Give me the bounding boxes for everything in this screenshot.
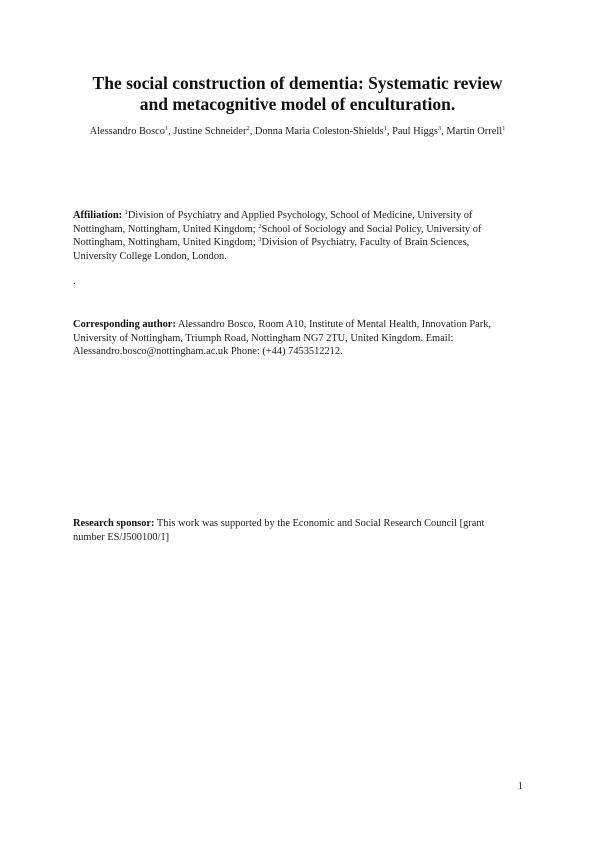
sponsor-text: This work was supported by the Economic and Social Research Council [grant — [156, 518, 485, 529]
affiliation-line-2 — [73, 223, 528, 237]
sponsor-line-2: number ES/J500100/1] — [73, 531, 170, 543]
affiliation-text: Division of Psychiatry and Applied Psychology, School of Medicine, University of — [127, 210, 473, 221]
affiliation-marker: 1 — [124, 209, 128, 216]
affiliation-line-1 — [73, 209, 528, 223]
author-name: Justine Schneider — [173, 126, 247, 137]
author-separator: , — [386, 126, 393, 137]
affiliation-line-3 — [73, 236, 528, 250]
author-name: Paul Higgs — [392, 126, 438, 137]
author-separator: , — [249, 126, 255, 137]
author-name: Alessandro Bosco — [89, 126, 165, 137]
author-separator: , — [441, 126, 447, 137]
author-affiliation-marker: 2 — [246, 125, 250, 132]
research-sponsor-label: Research sponsor: — [73, 518, 155, 529]
affiliation-label: Affiliation: — [73, 210, 123, 221]
sponsor-line-1 — [73, 517, 528, 531]
paper-title-line-1: The social construction of dementia: Systematic review — [92, 73, 503, 93]
affiliation-line-4: University College London, London. — [73, 250, 227, 262]
paper-title — [60, 73, 535, 115]
affiliation-section — [73, 209, 528, 263]
affiliation-text: Nottingham, Nottingham, United Kingdom; — [73, 223, 259, 235]
author-separator: , — [168, 126, 174, 137]
affiliation-text: Nottingham, Nottingham, United Kingdom; — [73, 237, 259, 249]
corresponding-line-2: University of Nottingham, Triumph Road, Nottingham NG7 2TU, United Kingdom. Email: — [73, 332, 454, 344]
author-name: Martin Orrell — [446, 126, 503, 137]
author-affiliation-marker: 1 — [502, 125, 506, 132]
author-name: Donna Maria Coleston-Shields — [254, 126, 384, 137]
corresponding-author-section — [73, 318, 528, 359]
author-affiliation-marker: 1 — [383, 125, 387, 132]
affiliation-text: School of Sociology and Social Policy, University of — [261, 223, 482, 235]
affiliation-marker: 3 — [258, 236, 262, 244]
paper-title-line-2: and metacognitive model of enculturation. — [139, 94, 456, 114]
page-number: 1 — [517, 781, 523, 792]
affiliation-text: Division of Psychiatry, Faculty of Brain Sciences, — [261, 237, 470, 249]
affiliation-marker: 2 — [258, 222, 262, 230]
research-sponsor-section — [73, 517, 528, 544]
corresponding-author-label: Corresponding author: — [73, 319, 176, 330]
author-affiliation-marker: 1 — [164, 125, 169, 132]
corresponding-line-1 — [73, 318, 528, 332]
corresponding-line-3: Alessandro.bosco@nottingham.ac.uk Phone: (+44) 7453512212. — [73, 346, 343, 358]
author-list — [40, 126, 555, 138]
stray-period: . — [73, 276, 76, 287]
corresponding-text: Alessandro Bosco, Room A10, Institute of Mental Health, Innovation Park, — [177, 319, 492, 330]
author-affiliation-marker: 3 — [437, 125, 442, 132]
